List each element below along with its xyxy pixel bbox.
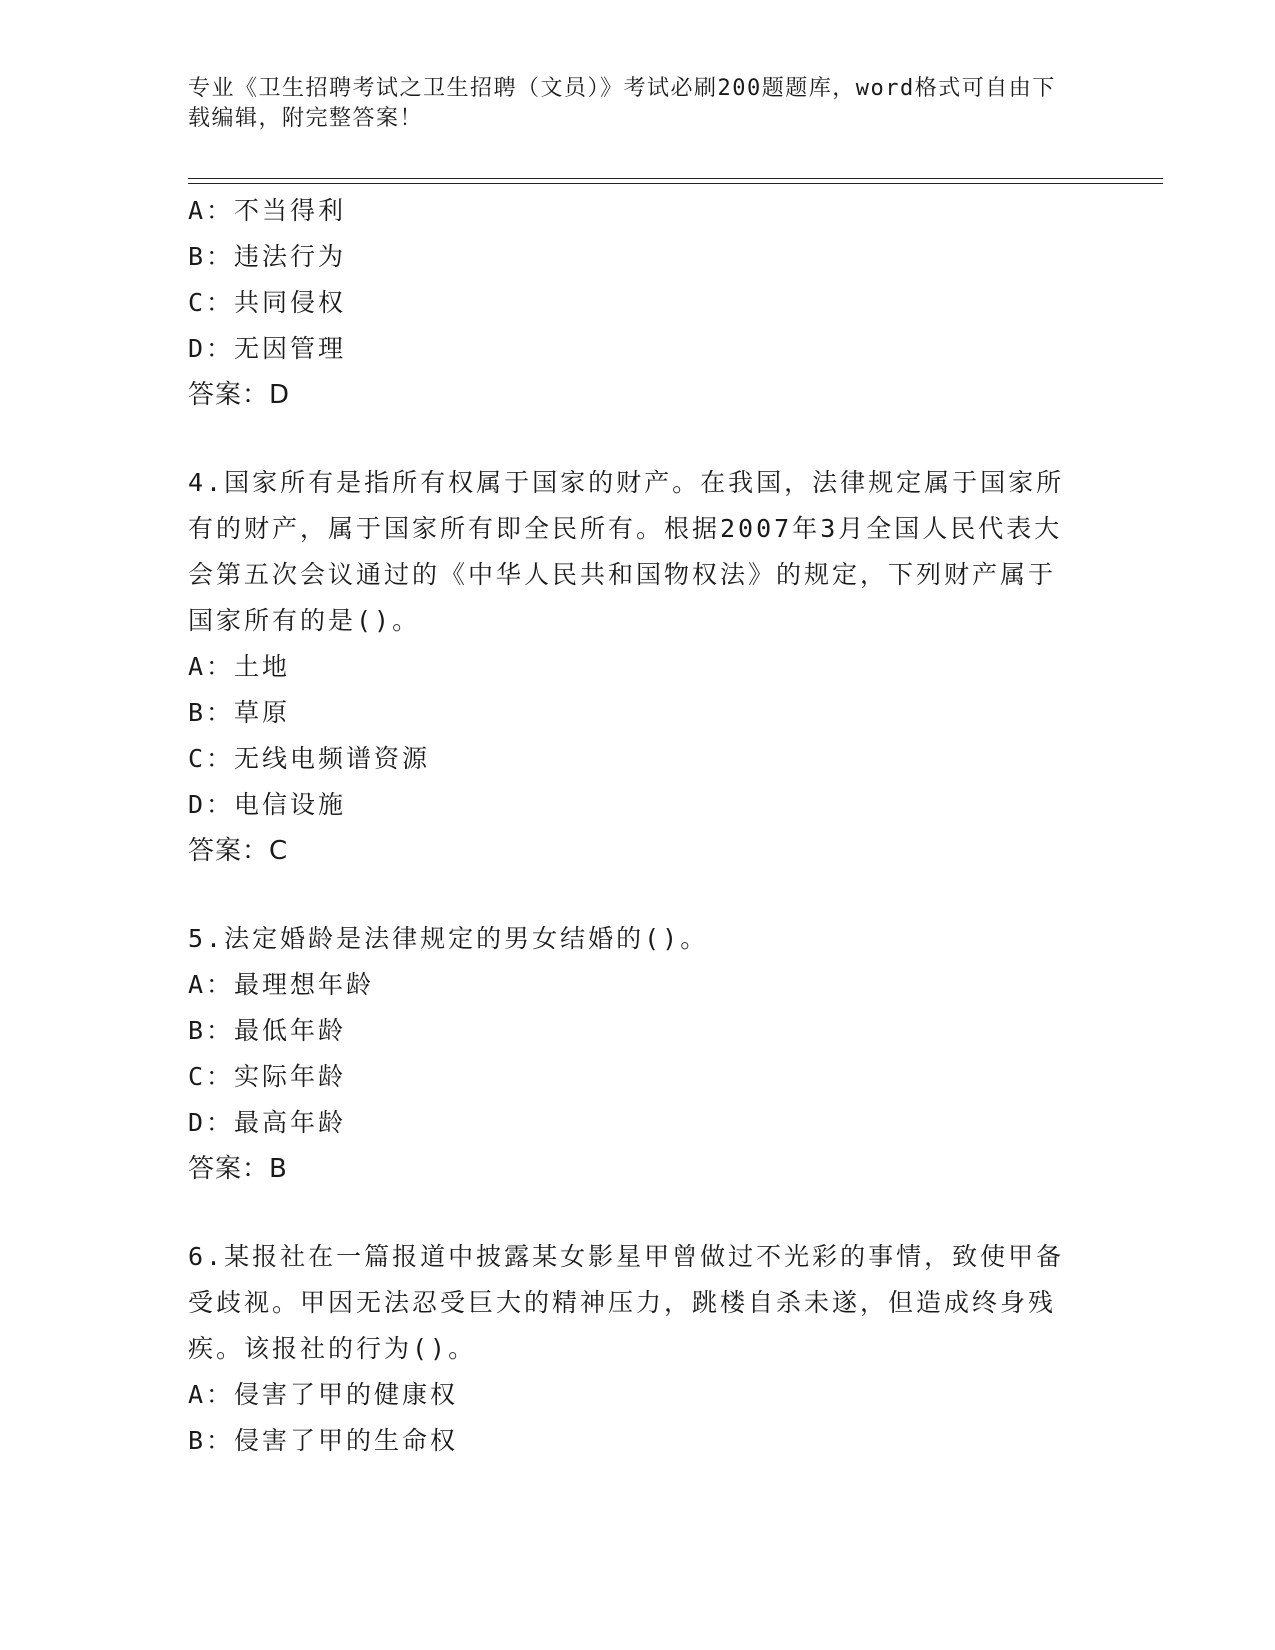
option-c: C：共同侵权 [188, 288, 347, 317]
option-b: B：违法行为 [188, 242, 347, 271]
option-b: B：草原 [188, 698, 291, 727]
question-block-4 [188, 460, 1088, 874]
question-block-6 [188, 1234, 1088, 1464]
question-block-3 [188, 188, 1088, 418]
option-b: B：侵害了甲的生命权 [188, 1426, 459, 1455]
option-a: A：最理想年龄 [188, 970, 375, 999]
option-a: A：土地 [188, 652, 291, 681]
document-header: 专业《卫生招聘考试之卫生招聘（文员）》考试必刷200题题库，word格式可自由下载编辑，附完整答案！ [188, 76, 1056, 131]
header-divider-top [188, 178, 1163, 179]
question-block-5 [188, 916, 1088, 1192]
question-text: 6.某报社在一篇报道中披露某女影星甲曾做过不光彩的事情，致使甲备受歧视。甲因无法忍受巨大的精神压力，跳楼自杀未遂，但造成终身残疾。该报社的行为()。 [188, 1242, 1065, 1363]
question-text: 4.国家所有是指所有权属于国家的财产。在我国，法律规定属于国家所有的财产，属于国家所有即全民所有。根据2007年3月全国人民代表大会第五次会议通过的《中华人民共和国物权法》的规定，下列财产属于国家所有的是()。 [188, 468, 1065, 635]
question-list [188, 188, 1088, 1464]
answer: 答案：D [188, 380, 291, 410]
option-a: A：不当得利 [188, 196, 347, 225]
header-divider-bottom [188, 183, 1163, 184]
question-text: 5.法定婚龄是法律规定的男女结婚的()。 [188, 924, 709, 953]
answer: 答案：C [188, 836, 289, 866]
option-c: C：实际年龄 [188, 1062, 347, 1091]
option-d: D：最高年龄 [188, 1108, 347, 1137]
option-a: A：侵害了甲的健康权 [188, 1380, 459, 1409]
option-b: B：最低年龄 [188, 1016, 347, 1045]
option-c: C：无线电频谱资源 [188, 744, 431, 773]
option-d: D：电信设施 [188, 790, 347, 819]
answer: 答案：B [188, 1154, 288, 1184]
option-d: D：无因管理 [188, 334, 347, 363]
